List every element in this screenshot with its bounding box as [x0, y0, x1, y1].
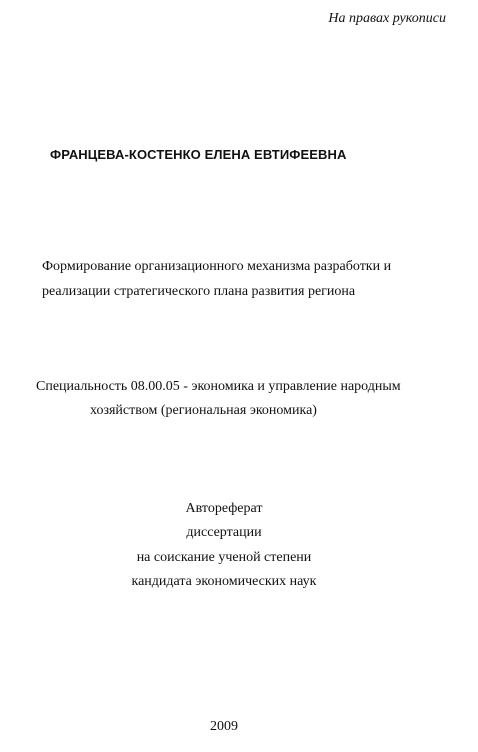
abstract-line-3: на соискание ученой степени	[136, 550, 312, 565]
specialty-line-2: хозяйством (региональная экономика)	[90, 403, 317, 418]
year: 2009	[210, 719, 238, 734]
manuscript-note: На правах рукописи	[328, 11, 446, 26]
author-name: ФРАНЦЕВА-КОСТЕНКО ЕЛЕНА ЕВТИФЕЕВНА	[50, 147, 347, 162]
abstract-line-2: диссертации	[186, 525, 262, 540]
specialty-line-1: Специальность 08.00.05 - экономика и управление народным	[36, 379, 401, 394]
abstract-line-4: кандидата экономических наук	[131, 574, 317, 589]
abstract-line-1: Автореферат	[185, 501, 263, 516]
title-line-2: реализации стратегического плана развития региона	[42, 284, 356, 299]
title-line-1: Формирование организационного механизма разработки и	[42, 259, 392, 274]
